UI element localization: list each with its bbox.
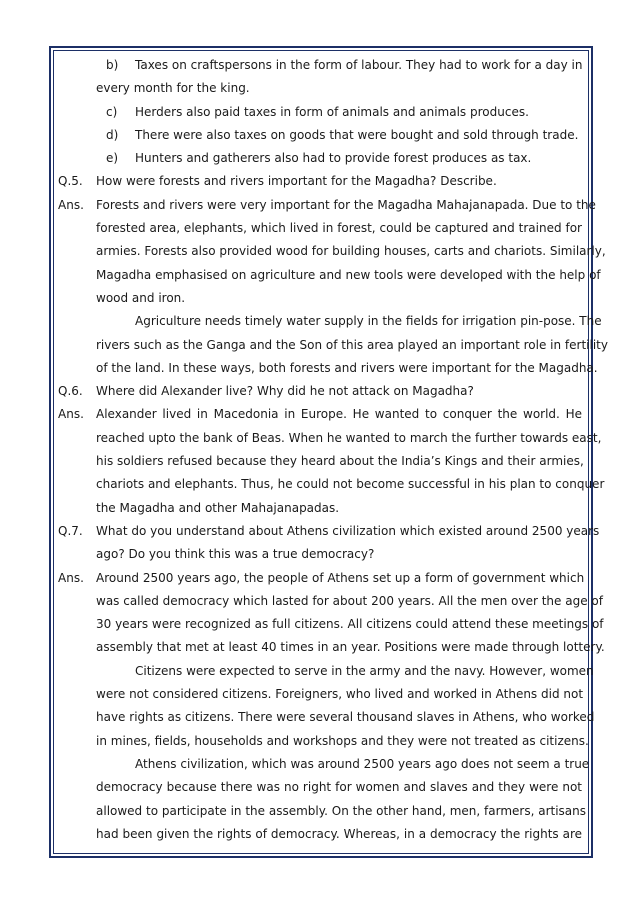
text-line xyxy=(58,450,582,473)
text-line xyxy=(58,310,602,333)
line-text: There were also taxes on goods that were bought and sold through trade. xyxy=(135,127,579,142)
paragraph-first-line: Athens civilization, which was around 2500 years ago does not seem a true xyxy=(135,756,590,771)
line-text: ago? Do you think this was a true democracy? xyxy=(96,547,375,562)
line-text: democracy because there was no right for women and slaves and they were not xyxy=(96,780,582,795)
line-text: Around 2500 years ago, the people of Athens set up a form of government which xyxy=(96,570,585,585)
text-line xyxy=(58,730,589,753)
line-text: armies. Forests also provided wood for building houses, carts and chariots. Similarly, xyxy=(96,244,606,259)
text-line xyxy=(58,636,605,659)
list-item-marker: d) xyxy=(106,127,119,142)
line-text: forested area, elephants, which lived in forest, could be captured and trained for xyxy=(96,221,582,236)
line-text: Magadha emphasised on agriculture and new tools were developed with the help of xyxy=(96,267,601,282)
line-text: allowed to participate in the assembly. On the other hand, men, farmers, artisans xyxy=(96,803,587,818)
text-line xyxy=(58,240,606,263)
text-line xyxy=(58,170,582,193)
text-line xyxy=(58,334,608,357)
question-label: Ans. xyxy=(58,197,84,212)
line-text: What do you understand about Athens civilization which existed around 2500 years xyxy=(96,523,600,538)
text-line xyxy=(58,776,582,799)
text-line xyxy=(58,520,600,543)
text-line xyxy=(58,124,582,147)
text-line xyxy=(58,660,594,683)
paragraph-first-line: Citizens were expected to serve in the army and the navy. However, women xyxy=(135,663,594,678)
line-text: of the land. In these ways, both forests and rivers were important for the Magadha. xyxy=(96,360,598,375)
text-line xyxy=(58,101,582,124)
text-line xyxy=(58,54,582,77)
line-text: rivers such as the Ganga and the Son of this area played an important role in fertility xyxy=(96,337,608,352)
text-line xyxy=(58,147,582,170)
text-line xyxy=(58,427,602,450)
text-line xyxy=(58,706,595,729)
text-line xyxy=(58,613,604,636)
text-line xyxy=(58,497,582,520)
line-text: Forests and rivers were very important for the Magadha Mahajanapada. Due to the xyxy=(96,197,596,212)
line-text: every month for the king. xyxy=(96,81,250,96)
document-body xyxy=(58,54,608,846)
line-text: have rights as citizens. There were several thousand slaves in Athens, who worked xyxy=(96,710,595,725)
text-line xyxy=(58,403,582,426)
line-text: Herders also paid taxes in form of animals and animals produces. xyxy=(135,104,529,119)
line-text: the Magadha and other Mahajanapadas. xyxy=(96,500,340,515)
line-text: reached upto the bank of Beas. When he wanted to march the further towards east, xyxy=(96,430,602,445)
line-text: in mines, fields, households and workshops and they were not treated as citizens. xyxy=(96,733,589,748)
text-line xyxy=(58,823,582,846)
text-line xyxy=(58,473,605,496)
line-text: Alexander lived in Macedonia in Europe. He wanted to conquer the world. He xyxy=(96,407,582,422)
text-line xyxy=(58,357,598,380)
text-line xyxy=(58,194,596,217)
text-line xyxy=(58,753,590,776)
question-label: Ans. xyxy=(58,407,84,422)
text-line xyxy=(58,567,585,590)
question-label: Q.5. xyxy=(58,174,83,189)
question-label: Q.7. xyxy=(58,523,83,538)
line-text: assembly that met at least 40 times in an year. Positions were made through lottery. xyxy=(96,640,605,655)
list-item-marker: c) xyxy=(106,104,118,119)
text-line xyxy=(58,543,582,566)
line-text: had been given the rights of democracy. Whereas, in a democracy the rights are xyxy=(96,826,582,841)
line-text: Where did Alexander live? Why did he not attack on Magadha? xyxy=(96,384,474,399)
line-text: wood and iron. xyxy=(96,290,186,305)
text-line xyxy=(58,800,587,823)
list-item-marker: e) xyxy=(106,151,119,166)
text-line xyxy=(58,380,582,403)
line-text: were not considered citizens. Foreigners, who lived and worked in Athens did not xyxy=(96,687,584,702)
question-label: Q.6. xyxy=(58,384,83,399)
question-label: Ans. xyxy=(58,570,84,585)
line-text: was called democracy which lasted for about 200 years. All the men over the age of xyxy=(96,593,603,608)
text-line xyxy=(58,77,582,100)
text-line xyxy=(58,264,601,287)
text-line xyxy=(58,683,582,706)
text-line xyxy=(58,590,603,613)
line-text: chariots and elephants. Thus, he could not become successful in his plan to conquer xyxy=(96,477,605,492)
list-item-marker: b) xyxy=(106,58,119,72)
paragraph-first-line: Agriculture needs timely water supply in the fields for irrigation pin-pose. The xyxy=(135,314,602,329)
line-text: How were forests and rivers important for the Magadha? Describe. xyxy=(96,174,497,189)
line-text: his soldiers refused because they heard about the India’s Kings and their armies, xyxy=(96,454,584,469)
line-text: Taxes on craftspersons in the form of labour. They had to work for a day in xyxy=(135,58,583,72)
text-line xyxy=(58,217,582,240)
text-line xyxy=(58,287,582,310)
line-text: 30 years were recognized as full citizens. All citizens could attend these meetings of xyxy=(96,617,604,632)
line-text: Hunters and gatherers also had to provide forest produces as tax. xyxy=(135,151,532,166)
